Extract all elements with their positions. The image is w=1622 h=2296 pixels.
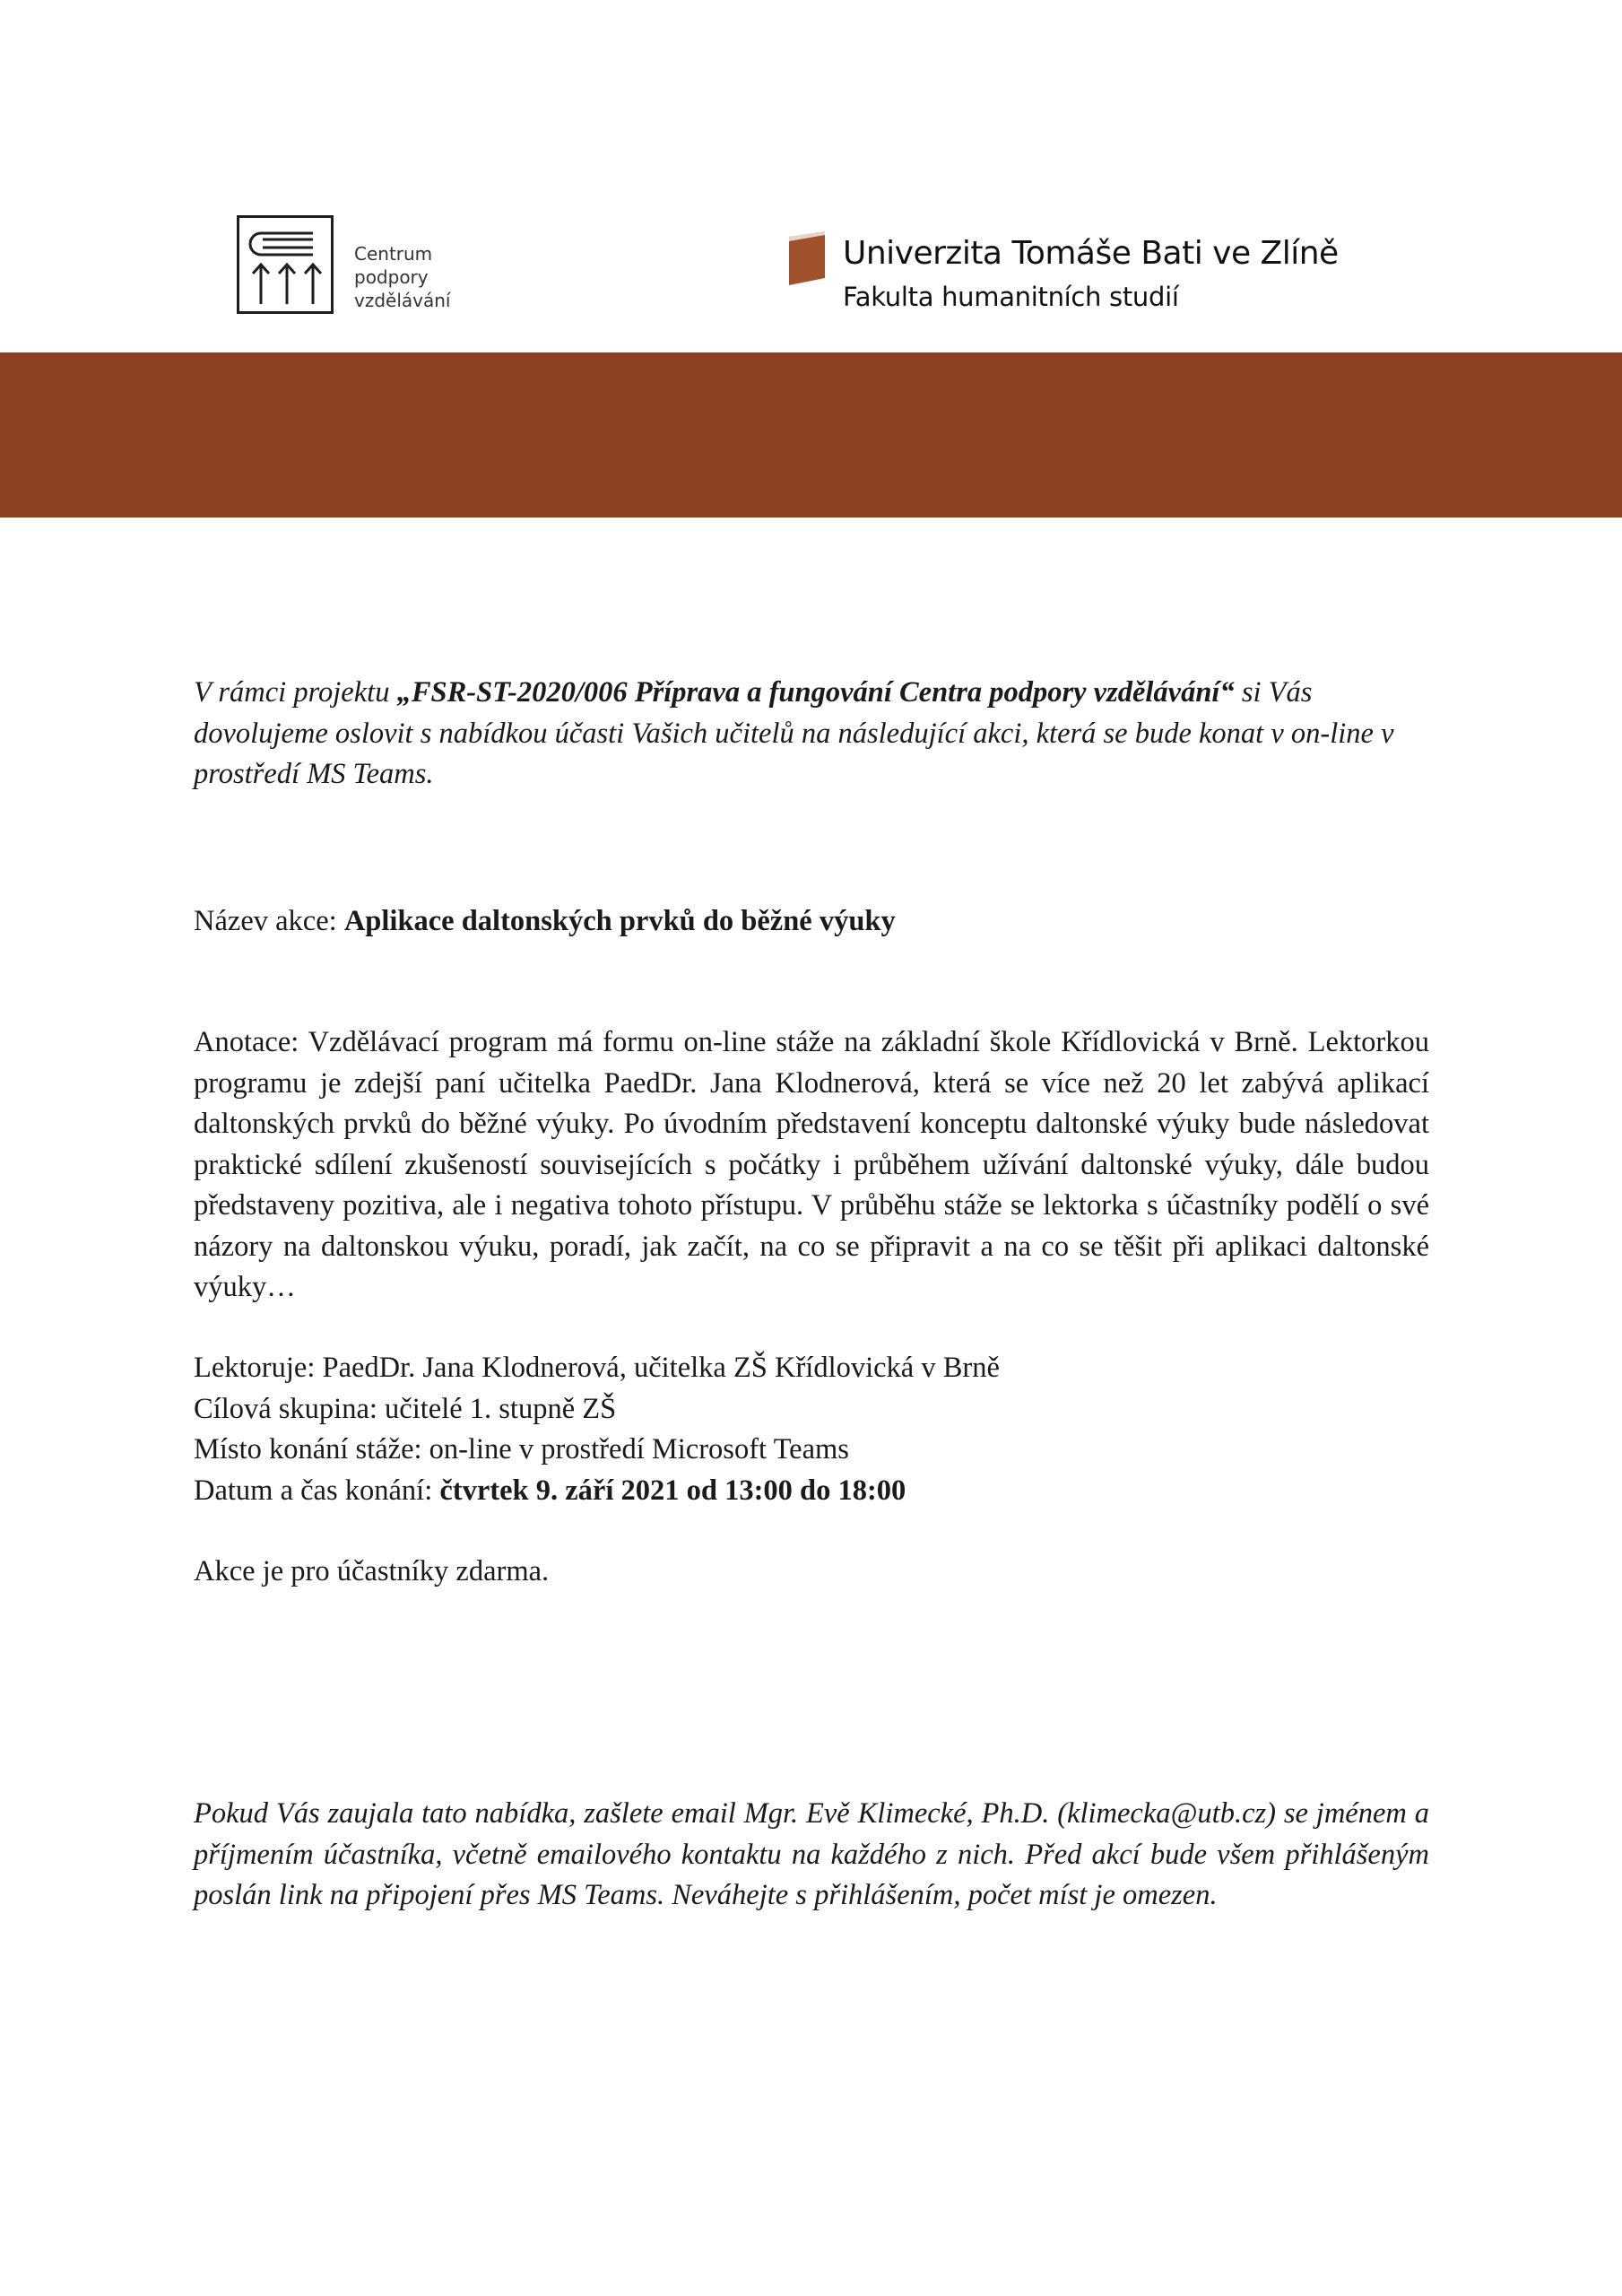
cpv-logo-line: vzdělávání bbox=[354, 290, 451, 311]
annotation-text: Anotace: Vzdělávací program má formu on-line stáže na základní škole Křídlovická v Brně. Lektorkou programu je zdejší paní učitelka PaedDr. Jana Klodnerová, která se více než 20 let zabývá aplikací daltonských prvků do běžné výuky. Po úvodním představení konceptu daltonské výuky bude následovat praktické sdílení zkušeností souvisejících s počátky i průběhem užívání daltonské výuky, dále budou představeny pozitiva, ale i negativa tohoto přístupu. V průběhu stáže se lektorka s účastníky podělí o své názory na daltonskou výuku, poradí, jak začít, na co se připravit a na co se těšit při aplikaci daltonské výuky… bbox=[194, 1026, 1429, 1303]
event-title bbox=[194, 901, 1429, 943]
event-details bbox=[194, 1348, 1429, 1511]
book-arrows-icon bbox=[237, 215, 334, 314]
cpv-logo-line: podpory bbox=[354, 266, 429, 288]
intro-paragraph bbox=[194, 673, 1429, 796]
contact-text-before: Pokud Vás zaujala tato nabídka, zašlete email Mgr. Evě Klimecké, Ph.D. ( bbox=[194, 1797, 1068, 1830]
datetime-label: Datum a čas konání: bbox=[194, 1474, 440, 1507]
event-title-value: Aplikace daltonských prvků do běžné výuky bbox=[343, 905, 896, 937]
contact-text-after: ) se jménem a příjmením účastníka, včetně emailového kontaktu na každého z nich. Před akcí bude všem přihlášeným poslán link na připojení přes MS Teams. Neváhejte s přihlášením, počet míst je omezen. bbox=[194, 1797, 1430, 1911]
contact-email-link[interactable]: klimecka@utb.cz bbox=[1067, 1797, 1267, 1830]
project-name: „FSR-ST-2020/006 Příprava a fungování Centra podpory vzdělávání“ bbox=[396, 676, 1235, 709]
venue: Místo konání stáže: on-line v prostředí Microsoft Teams bbox=[194, 1433, 849, 1465]
intro-suffix: si Vás dovolujeme oslovit s nabídkou účasti Vašich učitelů na následující akci, která se bude konat v on-line v prostředí MS Teams. bbox=[194, 676, 1394, 790]
datetime-value: čtvrtek 9. září 2021 od 13:00 do 18:00 bbox=[439, 1474, 906, 1507]
event-title-label: Název akce: bbox=[194, 905, 344, 937]
contact-paragraph bbox=[194, 1794, 1429, 1917]
lecturer: Lektoruje: PaedDr. Jana Klodnerová, učitelka ZŠ Křídlovická v Brně bbox=[194, 1352, 1000, 1384]
free-note: Akce je pro účastníky zdarma. bbox=[194, 1555, 550, 1587]
faculty-name: Fakulta humanitních studií bbox=[843, 282, 1179, 312]
target-group: Cílová skupina: učitelé 1. stupně ZŠ bbox=[194, 1392, 617, 1425]
cpv-logo bbox=[237, 215, 479, 318]
annotation-paragraph bbox=[194, 1022, 1429, 1309]
cpv-logo-text bbox=[354, 242, 450, 312]
free-note-block bbox=[194, 1552, 1429, 1593]
university-name: Univerzita Tomáše Bati ve Zlíně bbox=[843, 235, 1339, 272]
utb-logo bbox=[787, 231, 1361, 330]
book-icon bbox=[787, 231, 825, 285]
intro-prefix: V rámci projektu bbox=[194, 676, 397, 709]
header-banner bbox=[0, 352, 1622, 517]
cpv-logo-line: Centrum bbox=[354, 243, 433, 265]
